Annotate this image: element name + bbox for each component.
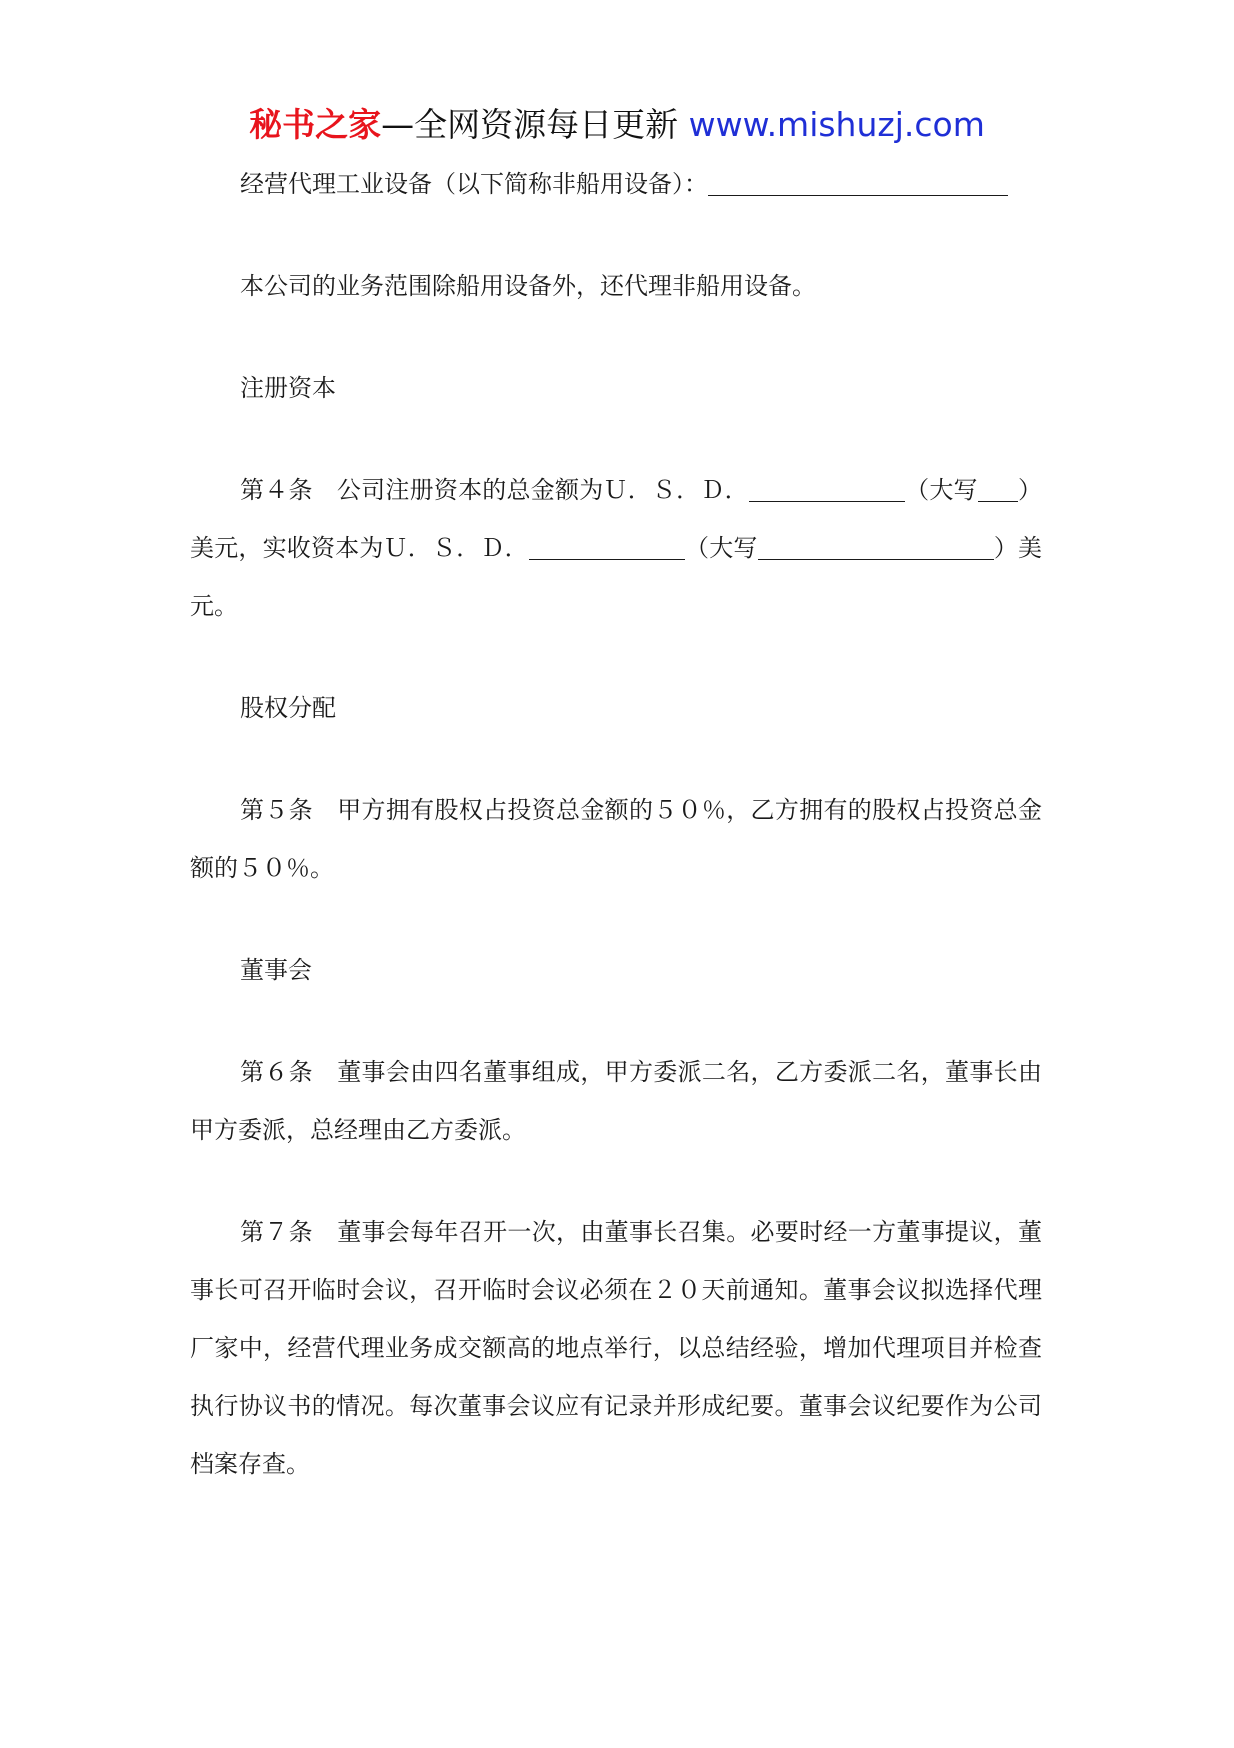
article-6: 第６条 董事会由四名董事组成，甲方委派二名，乙方委派二名，董事长由甲方委派，总经理由乙方委派。 <box>190 1058 1042 1144</box>
registered-capital-words-blank <box>978 477 1018 502</box>
scope-text: 经营代理工业设备（以下简称非船用设备）： <box>240 170 708 198</box>
article-4-part-d: （大写 <box>684 534 758 562</box>
article-7: 第７条 董事会每年召开一次，由董事长召集。必要时经一方董事提议，董事长可召开临时会议，召开临时会议必须在２０天前通知。董事会议拟选择代理厂家中，经营代理业务成交额高的地点举行，以总结经验，增加代理项目并检查执行协议书的情况。每次董事会议应有记录并形成纪要。董事会议纪要作为公司档案存查。 <box>190 1218 1042 1478</box>
watermark-slogan: —全网资源每日更新 <box>381 105 679 144</box>
scope-blank <box>708 171 1008 196</box>
capital-heading: 注册资本 <box>240 374 336 402</box>
scope-line <box>190 155 1042 213</box>
article-4-part-e: ）美元。 <box>190 534 1043 620</box>
registered-capital-blank <box>749 477 905 502</box>
document-body <box>190 155 1042 1493</box>
article-4-part-b: （大写 <box>904 476 978 504</box>
board-heading: 董事会 <box>240 956 312 984</box>
paid-capital-blank <box>529 535 685 560</box>
watermark-url: www.mishuzj.com <box>688 105 985 144</box>
article-4 <box>190 461 1042 635</box>
article-5: 第５条 甲方拥有股权占投资总金额的５０％，乙方拥有的股权占投资总金额的５０％。 <box>190 796 1042 882</box>
watermark-brand: 秘书之家 <box>249 105 382 144</box>
paid-capital-words-blank <box>758 535 994 560</box>
scope-description: 本公司的业务范围除船用设备外，还代理非船用设备。 <box>240 272 816 300</box>
watermark-banner <box>0 103 1234 147</box>
article-4-part-c: ）美元，实收资本为Ｕ．Ｓ．Ｄ． <box>190 476 1043 562</box>
equity-heading: 股权分配 <box>240 694 336 722</box>
article-4-part-a: 第４条 公司注册资本的总金额为Ｕ．Ｓ．Ｄ． <box>240 476 749 504</box>
